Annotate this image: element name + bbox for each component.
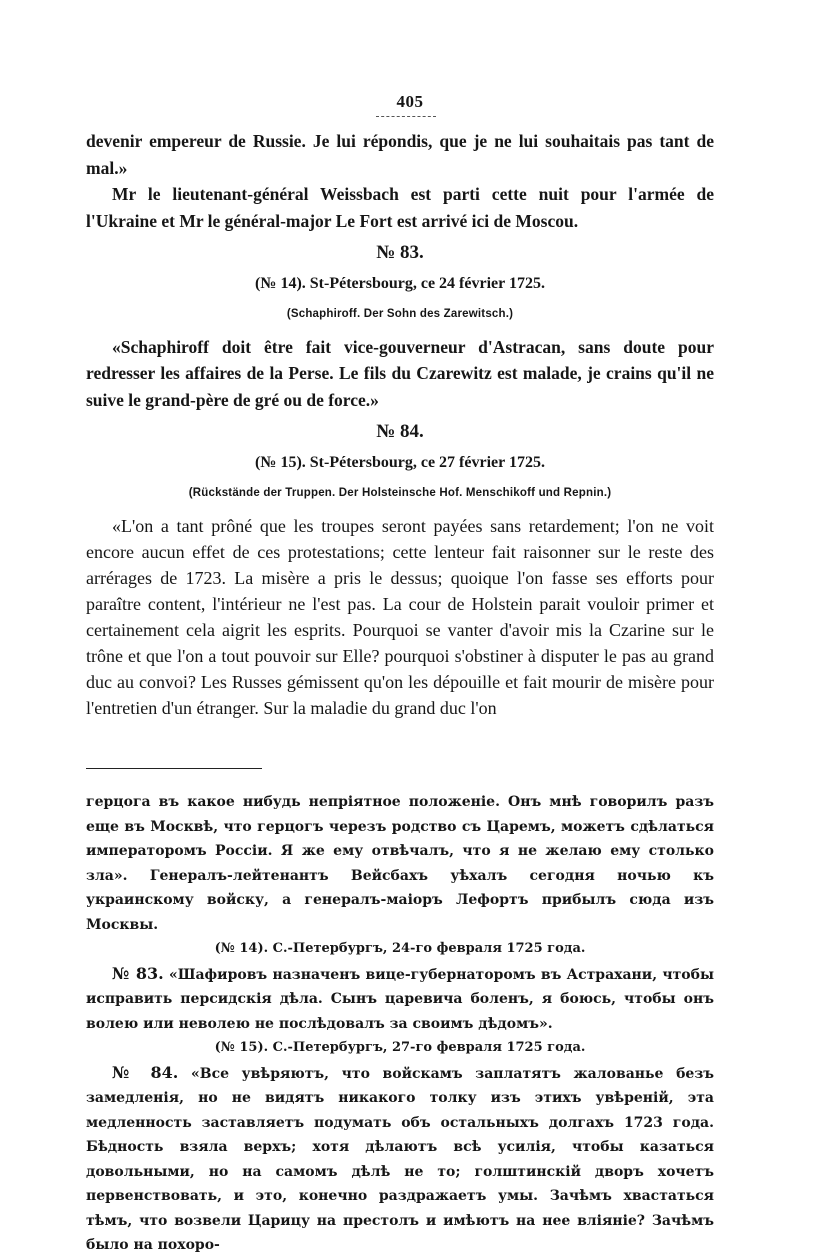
footnotes-section	[86, 790, 714, 1258]
document-number-84: № 84.	[376, 421, 424, 442]
dateline-83: (№ 14). St-Pétersbourg, ce 24 février 1725.	[255, 274, 545, 292]
summary-83: (Schaphiroff. Der Sohn des Zarewitsch.)	[286, 308, 514, 320]
page-number: 405	[396, 92, 424, 111]
letter-84-text: «L'on a tant prôné que les troupes seront payées sans retardement; l'on ne voit encore aucun effet de ces protestations; cette lenteur fait raisonner sur le reste des arrérages de 1723. La misère a pris le dessus; quoique l'on fasse ses efforts pour paraître content, l'intérieur ne l'est pas. La cour de Holstein parait vouloir primer et certainement cela aigrit les esprits. Pourquoi se vanter d'avoir mis la Czarine sur le trône et que l'on a tout pouvoir sur Elle? pourquoi s'obstiner à disputer le pas au grand duc au convoi? Les Russes gémissent qu'on les dépouille et fait mourir de misère pour l'entretien d'un étranger. Sur la maladie du grand duc l'on	[86, 515, 714, 718]
summary-84: (Rückstände der Truppen. Der Holsteinsche Hof. Menschikoff und Repnin.)	[188, 487, 612, 499]
document-number-83: № 83.	[376, 242, 424, 263]
footnote-83-text: «Шафировъ назначенъ вице-губернаторомъ въ Астрахани, чтобы исправить персидскія дѣла. Сынъ царевича боленъ, я боюсь, чтобы онъ волею или неволею не послѣдовалъ за своимъ дѣдомъ».	[86, 966, 715, 1032]
footnote-continuation: герцога въ какое нибудь непріятное положеніе. Онъ мнѣ говорилъ разъ еще въ Москвѣ, что герцогъ черезъ родство съ Царемъ, можетъ сдѣлаться императоромъ Россіи. Я же ему отвѣчалъ, что я не желаю ему столько зла». Генералъ-лейтенантъ Вейсбахъ уѣхалъ сегодня ночью къ украинскому войску, а генералъ-маіоръ Лефортъ прибылъ сюда изъ Москвы.	[86, 794, 714, 933]
footnote-number-84: № 84.	[112, 1062, 179, 1082]
letter-83-text: «Schaphiroff doit être fait vice-gouverneur d'Astracan, sans doute pour redresser les affaires de la Perse. Le fils du Czarewitz est malade, je crains qu'il ne suive le grand-père de gré ou de force.»	[86, 336, 714, 410]
footnote-84-text: «Все увѣряютъ, что войскамъ заплатятъ жалованье безъ замедленія, но не видятъ никакого толку изъ этихъ увѣреній, эта медленность заставляетъ подумать объ остальныхъ долгахъ 1723 года. Бѣдность взяла верхъ; хотя дѣлаютъ всѣ усилія, чтобы казаться довольными, но на самомъ дѣлѣ не то; голштинскій дворъ хочетъ первенствовать, и это, конечно раздражаетъ умы. Зачѣмъ хвастаться тѣмъ, что возвели Царицу на престолъ и имѣютъ на нее вліяніе? Зачѣмъ было на похоро-	[86, 1065, 714, 1253]
main-text	[86, 128, 714, 721]
weissbach-paragraph: Mr le lieutenant-général Weissbach est parti cette nuit pour l'armée de l'Ukraine et Mr le général-major Le Fort est arrivé ici de Moscou.	[86, 184, 714, 231]
page-number-underline	[376, 116, 436, 117]
footnote-dateline-84: (№ 15). С.-Петербургъ, 27-го февраля 1725 года.	[214, 1040, 586, 1055]
footnote-83	[86, 962, 714, 1037]
footnote-84	[86, 1061, 714, 1258]
footnote-dateline-83: (№ 14). С.-Петербургъ, 24-го февраля 1725 года.	[214, 941, 586, 956]
footnote-number-83: № 83.	[112, 963, 164, 983]
dateline-84: (№ 15). St-Pétersbourg, ce 27 février 1725.	[255, 453, 545, 471]
continuation-paragraph: devenir empereur de Russie. Je lui répondis, que je ne lui souhaitais pas tant de mal.»	[86, 131, 714, 178]
footnote-separator	[86, 768, 262, 769]
